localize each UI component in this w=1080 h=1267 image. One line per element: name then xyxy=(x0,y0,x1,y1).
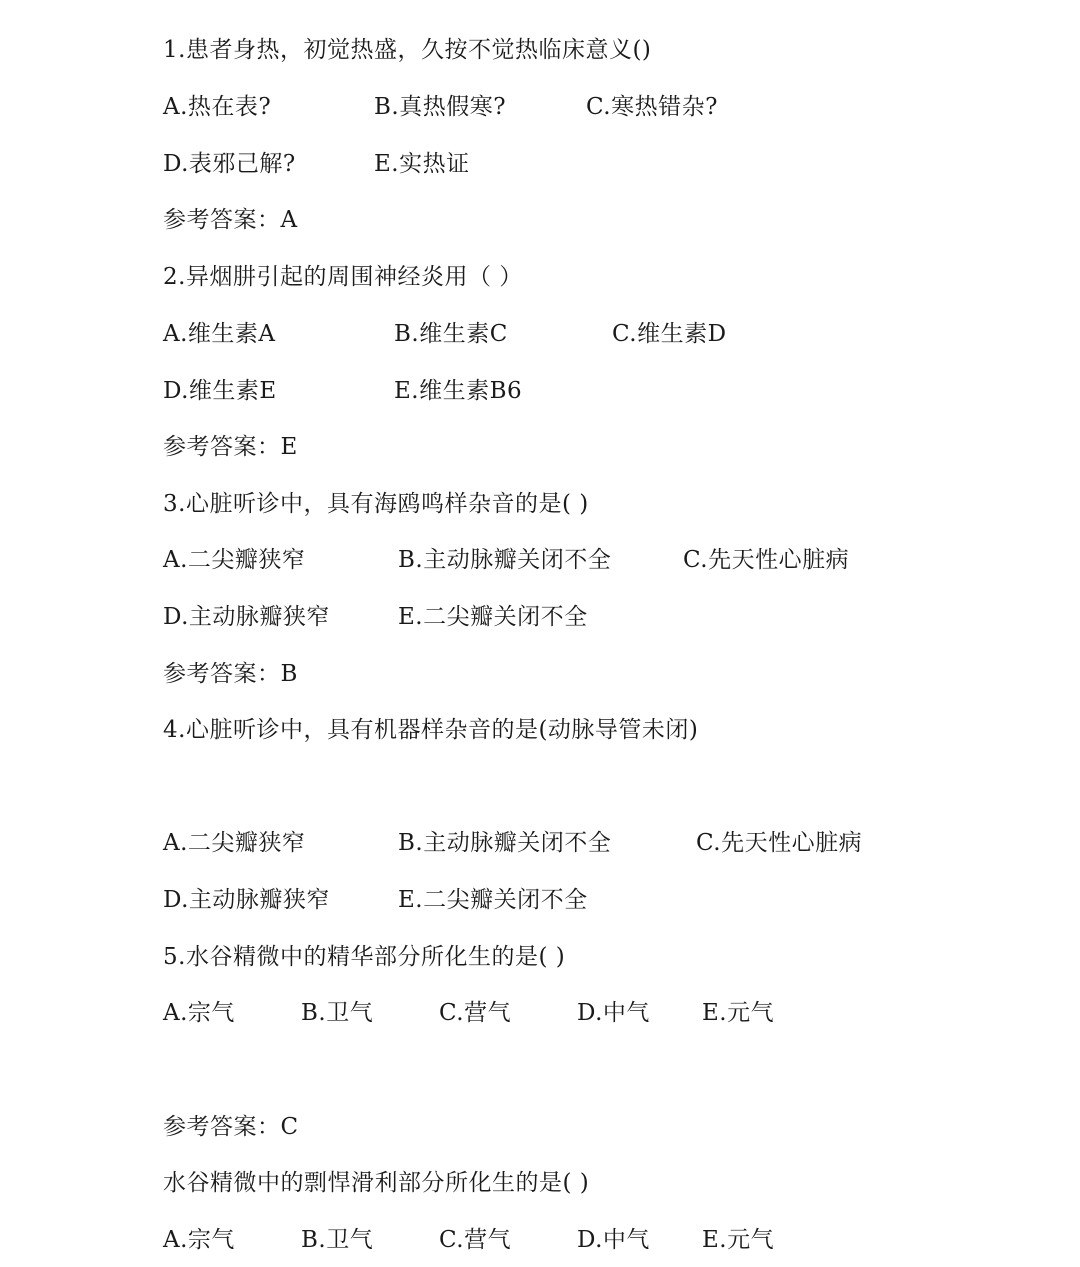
question-2-option-a: A.维生素A xyxy=(163,321,276,347)
question-5-option-b: B.卫气 xyxy=(301,1000,374,1026)
question-4-stem: 4.心脏听诊中，具有机器样杂音的是(动脉导管未闭) xyxy=(163,717,699,743)
question-1-option-c: C.寒热错杂? xyxy=(586,94,718,120)
question-1-option-b: B.真热假寒? xyxy=(374,94,507,120)
question-5-option-e: E.元气 xyxy=(702,1000,775,1026)
question-6-option-b: B.卫气 xyxy=(301,1227,374,1253)
question-6-option-a: A.宗气 xyxy=(163,1227,235,1253)
question-1-option-e: E.实热证 xyxy=(374,151,470,177)
question-3-option-c: C.先天性心脏病 xyxy=(683,547,850,573)
question-6-option-e: E.元气 xyxy=(702,1227,775,1253)
question-2-stem: 2.异烟肼引起的周围神经炎用（ ） xyxy=(163,264,523,290)
question-6-stem: 水谷精微中的剽悍滑利部分所化生的是( ) xyxy=(163,1170,590,1196)
question-5-answer: 参考答案：C xyxy=(163,1114,299,1140)
question-3-option-e: E.二尖瓣关闭不全 xyxy=(398,604,588,630)
question-2-option-d: D.维生素E xyxy=(163,378,277,404)
question-1-option-d: D.表邪己解? xyxy=(163,151,296,177)
question-2-option-c: C.维生素D xyxy=(612,321,727,347)
question-5-option-d: D.中气 xyxy=(577,1000,650,1026)
question-4-option-d: D.主动脉瓣狭窄 xyxy=(163,887,330,913)
question-3-stem: 3.心脏听诊中，具有海鸥鸣样杂音的是( ) xyxy=(163,491,589,517)
question-1-answer: 参考答案：A xyxy=(163,207,298,233)
question-2-answer: 参考答案：E xyxy=(163,434,298,460)
question-4-option-e: E.二尖瓣关闭不全 xyxy=(398,887,588,913)
question-5-option-c: C.营气 xyxy=(439,1000,512,1026)
question-4-option-b: B.主动脉瓣关闭不全 xyxy=(398,830,612,856)
question-4-option-a: A.二尖瓣狭窄 xyxy=(163,830,306,856)
question-5-option-a: A.宗气 xyxy=(163,1000,235,1026)
question-2-option-e: E.维生素B6 xyxy=(394,378,523,404)
question-3-option-a: A.二尖瓣狭窄 xyxy=(163,547,306,573)
question-6-option-d: D.中气 xyxy=(577,1227,650,1253)
question-1-stem: 1.患者身热，初觉热盛，久按不觉热临床意义() xyxy=(163,37,652,63)
question-6-option-c: C.营气 xyxy=(439,1227,512,1253)
question-5-stem: 5.水谷精微中的精华部分所化生的是( ) xyxy=(163,944,566,970)
question-3-option-b: B.主动脉瓣关闭不全 xyxy=(398,547,612,573)
question-2-option-b: B.维生素C xyxy=(394,321,508,347)
question-3-answer: 参考答案：B xyxy=(163,661,298,687)
question-4-option-c: C.先天性心脏病 xyxy=(696,830,863,856)
question-3-option-d: D.主动脉瓣狭窄 xyxy=(163,604,330,630)
question-1-option-a: A.热在表? xyxy=(163,94,272,120)
